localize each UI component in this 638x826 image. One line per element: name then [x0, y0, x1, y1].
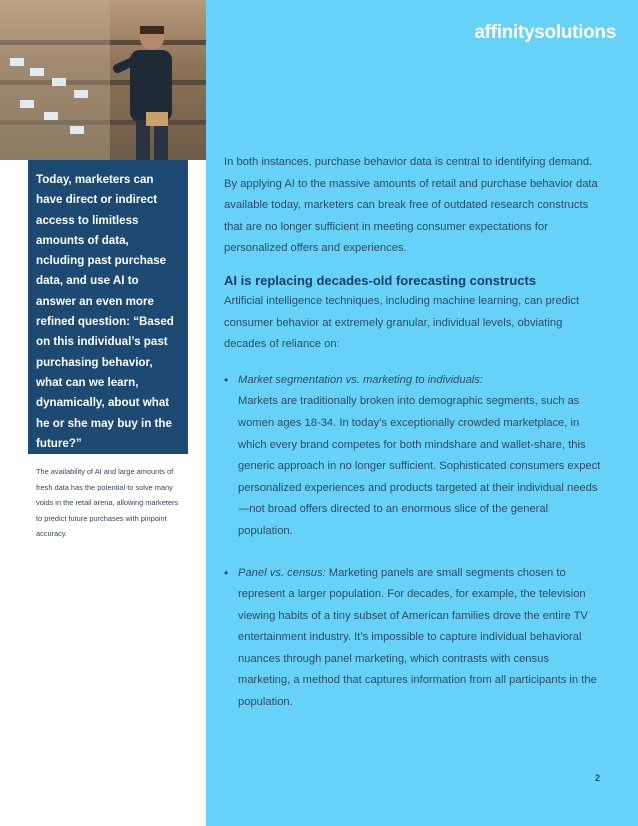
main-article [224, 152, 604, 734]
bullet-icon: • [224, 372, 229, 387]
pull-quote-box [28, 160, 188, 454]
sidebar-caption: The availability of AI and large amounts of fresh data has the potential to solve many voids in the retail arena, allowing marketers to predict future purchases with pinpoint accuracy. [36, 467, 179, 539]
bullet-text: Markets are traditionally broken into demographic segments, such as women ages 18-34. In today’s exceptionally crowded marketplace, in which every brand competes for both mindshare and wallet-share, this generic approach in no longer sufficient. Sophisticated consumers expect personalized experiences and products targeted at their individual needs—not broad offers directed to an enormous slice of the general population. [238, 395, 601, 537]
bullet-list [224, 370, 604, 714]
section-heading: AI is replacing decades-old forecasting constructs [224, 272, 537, 288]
brand-logo: affinitysolutions [474, 22, 616, 43]
bullet-item [224, 370, 604, 543]
pull-quote-text: Today, marketers can have direct or indirect access to limitless amounts of data, ncluding past purchase data, and use AI to answer an even more refined question: “Based on this individual’s past purchasing behavior, what can we learn, dynamically, about what he or she may buy in the future?” [36, 173, 174, 450]
header-photo [0, 0, 206, 160]
bullet-item [224, 563, 604, 714]
bullet-term: Panel vs. census: [238, 566, 326, 579]
bullet-icon: • [224, 565, 229, 580]
bullet-term: Market segmentation vs. marketing to individuals: [238, 373, 483, 386]
page-number: 2 [594, 773, 600, 783]
bullet-text: Marketing panels are small segments chosen to represent a larger population. For decades, for example, the television viewing habits of a tiny subset of American families drove the entire TV entertainment industry. It’s impossible to capture individual behavioral nuances through panel marketing, which contrasts with census marketing, a method that captures information from all participants in the population. [238, 566, 597, 709]
shopper-illustration [0, 0, 206, 160]
lead-paragraph: Artificial intelligence techniques, including machine learning, can predict consumer behavior at extremely granular, individual levels, obviating decades of reliance on: [224, 294, 580, 351]
intro-paragraph: In both instances, purchase behavior data is central to identifying demand. By applying AI to the massive amounts of retail and purchase behavior data available today, marketers can break free of outdated research constructs that are no longer sufficient in meeting consumer expectations for personalized offers and experiences. [224, 156, 598, 255]
